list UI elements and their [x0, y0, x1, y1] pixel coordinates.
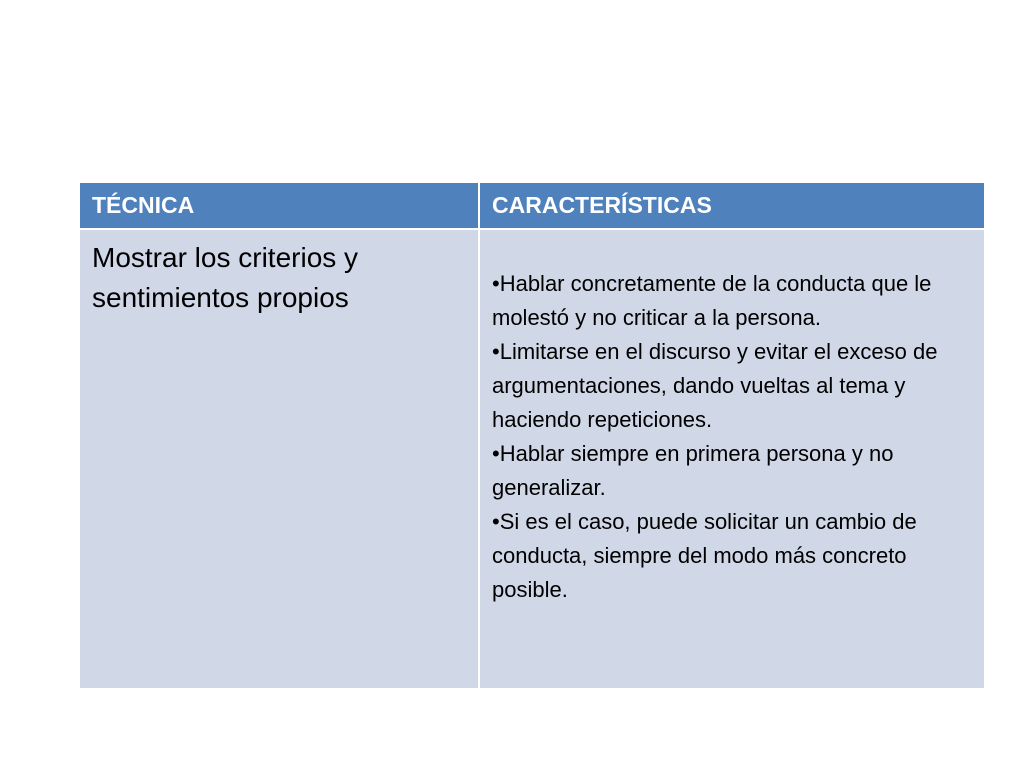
technique-text: Mostrar los criterios y sentimientos propios [92, 242, 359, 313]
characteristic-item: •Hablar siempre en primera persona y no generalizar. [492, 441, 894, 500]
technique-cell [80, 230, 478, 688]
characteristics-cell [480, 230, 984, 688]
header-technique: TÉCNICA [80, 183, 478, 228]
characteristic-item: •Limitarse en el discurso y evitar el exceso de argumentaciones, dando vueltas al tema y haciendo repeticiones. [492, 339, 938, 432]
technique-table [80, 183, 984, 688]
header-characteristics: CARACTERÍSTICAS [480, 183, 984, 228]
characteristic-item: •Si es el caso, puede solicitar un cambio de conducta, siempre del modo más concreto posible. [492, 509, 917, 602]
characteristic-item: •Hablar concretamente de la conducta que le molestó y no criticar a la persona. [492, 271, 932, 330]
